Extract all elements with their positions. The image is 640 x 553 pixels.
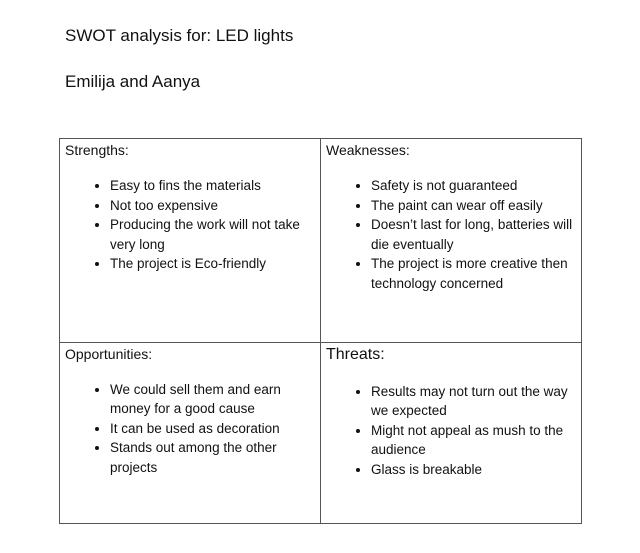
strengths-label: Strengths:: [65, 142, 129, 158]
weaknesses-cell: [321, 139, 582, 343]
list-item: • Producing the work will not take very long: [110, 215, 315, 254]
list-item: • The project is more creative then technology concerned: [371, 254, 576, 293]
threats-label: Threats:: [326, 345, 385, 363]
list-item: • The paint can wear off easily: [371, 196, 576, 216]
list-item: • Might not appeal as mush to the audience: [371, 421, 576, 460]
strengths-list: [65, 176, 315, 274]
opportunities-list: [65, 380, 315, 478]
list-item: • Results may not turn out the way we expected: [371, 382, 576, 421]
weaknesses-label: Weaknesses:: [326, 142, 410, 158]
list-item: • Not too expensive: [110, 196, 315, 216]
list-item: • The project is Eco-friendly: [110, 254, 315, 274]
opportunities-label: Opportunities:: [65, 345, 153, 362]
list-item: • We could sell them and earn money for a good cause: [110, 380, 315, 419]
list-item: • Glass is breakable: [371, 460, 576, 480]
swot-table: [59, 138, 582, 524]
list-item: • It can be used as decoration: [110, 419, 315, 439]
list-item: • Safety is not guaranteed: [371, 176, 576, 196]
opportunities-cell: [60, 342, 321, 523]
document-authors: Emilija and Aanya: [65, 72, 201, 91]
swot-row-bottom: [60, 342, 582, 523]
threats-cell: [321, 342, 582, 523]
list-item: • Doesn’t last for long, batteries will die eventually: [371, 215, 576, 254]
list-item: • Easy to fins the materials: [110, 176, 315, 196]
list-item: • Stands out among the other projects: [110, 438, 315, 477]
document-title: SWOT analysis for: LED lights: [65, 26, 294, 45]
weaknesses-list: [326, 176, 576, 293]
swot-row-top: [60, 139, 582, 343]
threats-list: [326, 382, 576, 480]
strengths-cell: [60, 139, 321, 343]
